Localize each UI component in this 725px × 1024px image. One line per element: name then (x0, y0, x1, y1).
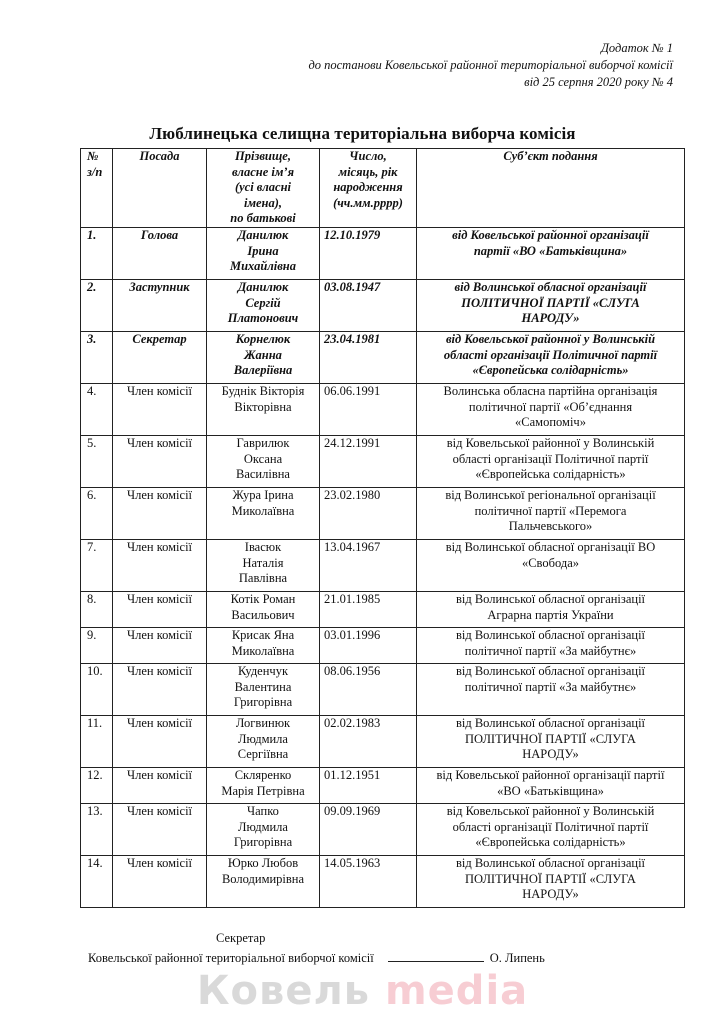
row-nominating-subject (417, 383, 685, 435)
row-nominating-subject-line: Пальчевського» (508, 519, 593, 534)
watermark-word-2: media (385, 968, 529, 1014)
header-position: Посада (113, 149, 207, 228)
table-row (81, 855, 685, 907)
row-full-name-line: Юрко Любов (227, 855, 299, 870)
row-full-name-line: Ірина (247, 243, 279, 258)
row-birth-date: 06.06.1991 (320, 383, 417, 435)
table-row (81, 331, 685, 383)
row-nominating-subject-line: «Європейська солідарність» (472, 363, 629, 378)
appendix-header (308, 40, 673, 91)
table-row (81, 435, 685, 487)
row-full-name (207, 435, 320, 487)
row-full-name-line: Вікторівна (234, 399, 292, 414)
row-number: 10. (81, 663, 113, 715)
row-number: 2. (81, 279, 113, 331)
table-body (81, 227, 685, 907)
row-full-name (207, 383, 320, 435)
row-nominating-subject-line: від Ковельської районної організації партії (436, 767, 665, 782)
document-title: Люблинецька селищна територіальна виборча комісія (149, 124, 576, 143)
row-nominating-subject-line: від Волинської регіональної організації (445, 487, 656, 502)
row-number: 7. (81, 539, 113, 591)
row-nominating-subject-line: від Ковельської районної у Волинській (446, 803, 655, 818)
row-birth-date: 08.06.1956 (320, 663, 417, 715)
row-full-name-line: Буднік Вікторія (221, 383, 305, 398)
row-full-name (207, 715, 320, 767)
row-nominating-subject-line: від Волинської обласної організації (454, 279, 647, 294)
row-nominating-subject-line: «ВО «Батьківщина» (497, 783, 604, 798)
row-full-name-line: Жура Ірина (232, 487, 294, 502)
row-birth-date: 24.12.1991 (320, 435, 417, 487)
signature-role: Секретар (216, 931, 266, 945)
row-nominating-subject (417, 227, 685, 279)
table-row (81, 663, 685, 715)
row-full-name-line: Чапко (247, 803, 279, 818)
row-full-name-line: Корнелюк (235, 331, 291, 346)
row-position: Член комісії (113, 627, 207, 663)
row-nominating-subject-line: області організації Політичної партії (452, 819, 649, 834)
row-nominating-subject (417, 803, 685, 855)
row-nominating-subject-line: політичної партії «За майбутнє» (464, 643, 637, 658)
row-full-name (207, 331, 320, 383)
row-birth-date: 03.01.1996 (320, 627, 417, 663)
row-position: Член комісії (113, 663, 207, 715)
table-row (81, 539, 685, 591)
row-position: Член комісії (113, 803, 207, 855)
row-full-name-line: Логвинюк (235, 715, 291, 730)
row-position: Член комісії (113, 435, 207, 487)
row-nominating-subject-line: від Волинської обласної організації (455, 855, 646, 870)
row-birth-date: 23.04.1981 (320, 331, 417, 383)
row-full-name-line: Котік Роман (230, 591, 296, 606)
row-nominating-subject (417, 855, 685, 907)
signature-body: Ковельської районної територіальної виборчої комісії (88, 951, 374, 965)
row-nominating-subject-line: від Волинської обласної організації (455, 663, 646, 678)
row-full-name-line: Сергіївна (237, 747, 289, 762)
row-full-name-line: Наталія (242, 555, 284, 570)
signature-block (88, 928, 545, 968)
appendix-resolution: до постанови Ковельської районної територіальної виборчої комісії (308, 58, 673, 72)
row-birth-date: 13.04.1967 (320, 539, 417, 591)
row-full-name (207, 591, 320, 627)
row-nominating-subject (417, 487, 685, 539)
row-full-name-line: Оксана (243, 451, 283, 466)
row-position: Заступник (113, 279, 207, 331)
table-row (81, 627, 685, 663)
row-full-name (207, 279, 320, 331)
table-row (81, 803, 685, 855)
header-num: № з/п (81, 149, 113, 228)
row-nominating-subject (417, 715, 685, 767)
row-full-name-line: Сергій (245, 295, 281, 310)
row-full-name-line: Михайлівна (229, 259, 296, 274)
row-nominating-subject-line: від Волинської обласної організації ВО (445, 539, 656, 554)
row-full-name-line: Марія Петрівна (221, 783, 305, 798)
commission-table (80, 148, 685, 908)
row-full-name-line: Валеріївна (233, 363, 293, 378)
row-nominating-subject-line: політичної партії «Перемога (474, 503, 627, 518)
row-nominating-subject-line: від Волинської обласної організації (455, 715, 646, 730)
table-row (81, 227, 685, 279)
row-full-name (207, 855, 320, 907)
row-birth-date: 21.01.1985 (320, 591, 417, 627)
row-birth-date: 09.09.1969 (320, 803, 417, 855)
row-number: 3. (81, 331, 113, 383)
row-full-name-line: Гаврилюк (236, 435, 290, 450)
row-full-name-line: Жанна (244, 347, 282, 362)
row-birth-date: 23.02.1980 (320, 487, 417, 539)
header-subject: Суб’єкт подання (417, 149, 685, 228)
row-number: 14. (81, 855, 113, 907)
row-number: 12. (81, 767, 113, 803)
row-full-name-line: Григорівна (233, 695, 293, 710)
row-number: 11. (81, 715, 113, 767)
row-full-name-line: Григорівна (233, 835, 293, 850)
row-nominating-subject-line: області організації Політичної партії (443, 347, 658, 362)
row-nominating-subject-line: політичної партії «Об’єднання (468, 399, 633, 414)
row-number: 1. (81, 227, 113, 279)
row-nominating-subject (417, 435, 685, 487)
signature-line (88, 948, 545, 968)
row-full-name (207, 539, 320, 591)
row-full-name (207, 627, 320, 663)
row-birth-date: 14.05.1963 (320, 855, 417, 907)
row-position: Член комісії (113, 855, 207, 907)
row-nominating-subject-line: від Волинської обласної організації (455, 627, 646, 642)
row-full-name-line: Володимирівна (221, 871, 305, 886)
row-position: Член комісії (113, 591, 207, 627)
row-nominating-subject (417, 279, 685, 331)
row-nominating-subject-line: «Європейська солідарність» (475, 467, 626, 482)
row-nominating-subject-line: від Ковельської районної у Волинській (445, 331, 656, 346)
row-full-name-line: Миколаївна (231, 503, 295, 518)
row-full-name-line: Валентина (234, 679, 292, 694)
row-number: 6. (81, 487, 113, 539)
row-nominating-subject-line: «Свобода» (521, 555, 580, 570)
table-row (81, 715, 685, 767)
table-row (81, 279, 685, 331)
row-birth-date: 12.10.1979 (320, 227, 417, 279)
row-position: Голова (113, 227, 207, 279)
row-full-name-line: Васильович (231, 607, 295, 622)
row-nominating-subject-line: НАРОДУ» (522, 747, 579, 762)
row-nominating-subject (417, 539, 685, 591)
table-row (81, 591, 685, 627)
row-nominating-subject-line: політичної партії «За майбутнє» (464, 679, 637, 694)
row-nominating-subject-line: від Ковельської районної у Волинській (446, 435, 655, 450)
row-full-name-line: Данилюк (237, 279, 289, 294)
row-nominating-subject-line: НАРОДУ» (521, 311, 580, 326)
watermark-word-1: Ковель (196, 968, 371, 1014)
row-nominating-subject-line: партії «ВО «Батьківщина» (473, 243, 628, 258)
row-position: Член комісії (113, 383, 207, 435)
row-nominating-subject (417, 627, 685, 663)
table-row (81, 487, 685, 539)
row-nominating-subject (417, 331, 685, 383)
appendix-date: від 25 серпня 2020 року № 4 (524, 75, 673, 89)
table-row (81, 767, 685, 803)
row-nominating-subject (417, 767, 685, 803)
row-birth-date: 03.08.1947 (320, 279, 417, 331)
row-position: Секретар (113, 331, 207, 383)
row-nominating-subject-line: ПОЛІТИЧНОЇ ПАРТІЇ «СЛУГА (465, 871, 636, 886)
row-full-name-line: Куденчук (237, 663, 289, 678)
row-full-name-line: Людмила (238, 731, 288, 746)
row-nominating-subject-line: Аграрна партія України (487, 607, 614, 622)
appendix-number: Додаток № 1 (600, 41, 673, 55)
row-position: Член комісії (113, 767, 207, 803)
row-birth-date: 02.02.1983 (320, 715, 417, 767)
row-full-name-line: Данилюк (237, 227, 289, 242)
row-full-name-line: Павлівна (238, 571, 288, 586)
row-birth-date: 01.12.1951 (320, 767, 417, 803)
row-full-name-line: Платонович (227, 311, 299, 326)
header-name: Прізвище, власне ім’я (усі власні імена), по батькові (207, 149, 320, 228)
row-full-name (207, 663, 320, 715)
row-nominating-subject-line: області організації Політичної партії (452, 451, 649, 466)
row-full-name-line: Івасюк (244, 539, 282, 554)
row-number: 9. (81, 627, 113, 663)
row-number: 4. (81, 383, 113, 435)
row-nominating-subject-line: ПОЛІТИЧНОЇ ПАРТІЇ «СЛУГА (465, 731, 636, 746)
row-full-name-line: Миколаївна (231, 643, 295, 658)
row-full-name-line: Людмила (238, 819, 288, 834)
signature-name: О. Липень (489, 951, 545, 965)
row-nominating-subject-line: ПОЛІТИЧНОЇ ПАРТІЇ «СЛУГА (461, 295, 640, 310)
row-position: Член комісії (113, 715, 207, 767)
row-full-name (207, 487, 320, 539)
watermark-logo (0, 968, 725, 1014)
table-header-row (81, 149, 685, 228)
row-position: Член комісії (113, 539, 207, 591)
row-full-name-line: Крисак Яна (231, 627, 295, 642)
row-nominating-subject-line: НАРОДУ» (522, 887, 579, 902)
row-full-name (207, 227, 320, 279)
row-nominating-subject (417, 591, 685, 627)
row-number: 13. (81, 803, 113, 855)
row-nominating-subject-line: від Ковельської районної організації (452, 227, 649, 242)
row-full-name (207, 803, 320, 855)
row-number: 5. (81, 435, 113, 487)
row-nominating-subject-line: від Волинської обласної організації (455, 591, 646, 606)
header-dob: Число, місяць, рік народження (чч.мм.рррр) (320, 149, 417, 228)
row-position: Член комісії (113, 487, 207, 539)
row-nominating-subject (417, 663, 685, 715)
row-number: 8. (81, 591, 113, 627)
row-nominating-subject-line: «Самопоміч» (515, 415, 586, 430)
row-nominating-subject-line: «Європейська солідарність» (475, 835, 626, 850)
row-full-name (207, 767, 320, 803)
row-full-name-line: Василівна (236, 467, 290, 482)
row-nominating-subject-line: Волинська обласна партійна організація (443, 383, 658, 398)
row-full-name-line: Скляренко (234, 767, 292, 782)
table-row (81, 383, 685, 435)
signature-blank-line (388, 949, 484, 962)
